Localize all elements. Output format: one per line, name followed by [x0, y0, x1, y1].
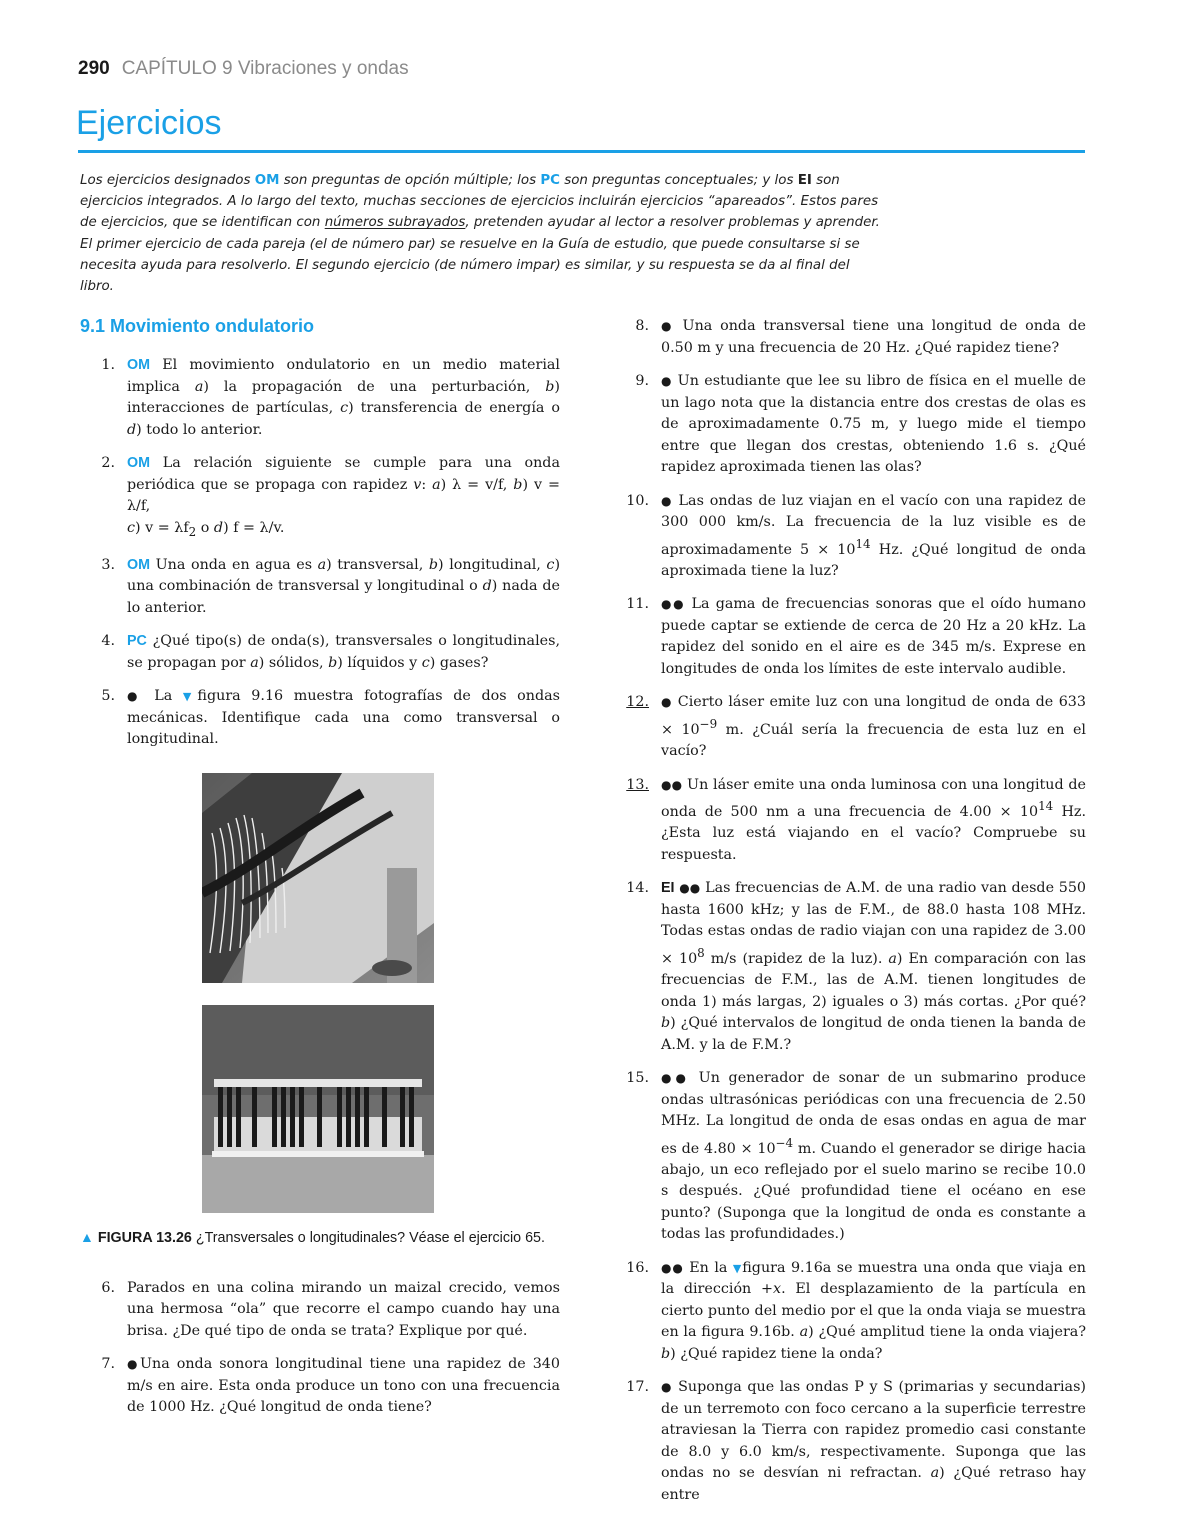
exercise-10: 10. ● Las ondas de luz viajan en el vacío con una rapidez de 300 000 km/s. La frecuencia de la luz visible es de aproximadamente $5 \times 10^{14}$ Hz. ¿Qué longitud de onda aproximada tiene la luz? — [626, 492, 1086, 579]
difficulty-dot-icon: ● — [661, 493, 673, 508]
pc-tag: PC — [540, 173, 560, 188]
photo-transverse-wave — [202, 773, 434, 983]
exercise-2: 2. OM La relación siguiente se cumple para una onda periódica que se propaga con rapidez v: a) λ = v/f, b) v = λ/f, c) $v = \lambda f_2$ o d) f = λ/v. — [101, 455, 560, 539]
intro-paragraph: Los ejercicios designados OM son preguntas de opción múltiple; los PC son preguntas conceptuales; y los EI son ejercicios integrados. A lo largo del texto, muchas secciones de ejercicios incluirán ejercicios “apareados”. Estos pares de ejercicios, que se identifican con números subrayados, pretenden ayudar al lector a resolver problemas y aprender. El primer ejercicio de cada pareja (el de número par) se resuelve en la Guía de estudio, que puede consultarse si se necesita ayuda para resolverlo. El segundo ejercicio (de número impar) es similar, y su respuesta se da al final del libro. — [80, 173, 880, 295]
figure-caption: ▲ FIGURA 13.26 ¿Transversales o longitudinales? Véase el ejercicio 65. — [80, 1228, 545, 1246]
exercise-3: 3. OM Una onda en agua es a) transversal, b) longitudinal, c) una combinación de transversal y longitudinal o d) nada de lo anterior. — [101, 556, 561, 616]
difficulty-dot-icon: ● — [661, 1380, 673, 1395]
exercise-9: 9. ● Un estudiante que lee su libro de física en el muelle de un lago nota que la distancia entre dos crestas de olas es de aproximadamente 0.75 m, y luego mide el tiempo entre que llegan dos crestas, obteniendo 1.6 s. ¿Qué rapidez aproximada tienen las olas? — [635, 373, 1086, 475]
difficulty-dot-icon: ● — [661, 695, 673, 710]
difficulty-dots-icon: ●● — [679, 881, 701, 896]
difficulty-dot-icon: ● — [127, 689, 144, 704]
exercise-7: 7. ●Una onda sonora longitudinal tiene una rapidez de 340 m/s en aire. Esta onda produce un tono con una frecuencia de 1000 Hz. ¿Qué longitud de onda tiene? — [101, 1356, 560, 1416]
ei-tag: EI — [797, 173, 812, 188]
chapter-title: CAPÍTULO 9 Vibraciones y ondas — [121, 58, 409, 79]
exercise-4: 4. PC ¿Qué tipo(s) de onda(s), transversales o longitudinales, se propagan por a) sólidos, b) líquidos y c) gases? — [101, 633, 560, 671]
page-title: Ejercicios — [76, 104, 222, 142]
difficulty-dot-icon: ● — [661, 374, 673, 388]
exercise-6: 6. Parados en una colina mirando un maizal crecido, vemos una hermosa “ola” que recorre el campo cuando hay una brisa. ¿De qué tipo de onda se trata? Explique por qué. — [101, 1279, 560, 1339]
exercise-13: 13. ●● Un láser emite una onda luminosa con una longitud de onda de 500 nm a una frecuencia de $4.00 \times 10^{14}$ Hz. ¿Esta luz está viajando en el vacío? Compruebe su respuesta. — [626, 776, 1086, 863]
triangle-down-icon: ▼ — [182, 690, 198, 704]
exercise-11: 11. ●● La gama de frecuencias sonoras que el oído humano puede captar se extiende de cerca de 20 Hz a 20 kHz. La rapidez del sonido en el aire es de 345 m/s. Exprese en longitudes de onda los límites de este intervalo audible. — [626, 596, 1086, 677]
exercise-1: 1. OM El movimiento ondulatorio en un medio material implica a) la propagación de una perturbación, b) interacciones de partículas, c) transferencia de energía o d) todo lo anterior. — [101, 357, 561, 438]
underlined-numbers: números subrayados — [324, 215, 466, 231]
difficulty-dots-icon: ●● — [661, 777, 683, 792]
difficulty-dots-icon: ●● — [661, 1260, 684, 1275]
right-column — [614, 316, 1086, 1518]
triangle-down-icon: ▼ — [732, 1261, 743, 1275]
longitudinal-wave-illustration — [202, 1005, 434, 1213]
photo-longitudinal-wave — [202, 1005, 434, 1213]
om-tag: OM — [254, 173, 280, 188]
difficulty-dots-icon: ●● — [661, 597, 686, 612]
exercise-16: 16. ●● En la ▼figura 9.16a se muestra una onda que viaja en la dirección +x. El desplazamiento de la partícula en cierto punto del medio por el que la onda viaja se muestra en la figura 9.16b. a) ¿Qué amplitud tiene la onda viajera? b) ¿Qué rapidez tiene la onda? — [626, 1259, 1086, 1362]
difficulty-dot-icon: ● — [127, 1357, 140, 1372]
figure-label: FIGURA 13.26 — [97, 1229, 192, 1246]
exercise-17: 17. ● Suponga que las ondas P y S (primarias y secundarias) de un terremoto con foco cercano a la superficie terrestre atraviesan la Tierra con rapidez promedio casi constante de 8.0 y 6.0 km/s, respectivamente. Suponga que las ondas no se desvían ni refractan. a) ¿Qué retraso hay entre — [626, 1379, 1087, 1503]
difficulty-dots-icon: ●● — [661, 1071, 691, 1086]
left-column — [80, 316, 560, 1431]
exercise-15: 15. ●● Un generador de sonar de un submarino produce ondas ultrasónicas periódicas con una frecuencia de 2.50 MHz. La longitud de onda de esas ondas en agua de mar es de $4.80 \times 10^{-4}$ m. Cuando el generador se dirige hacia abajo, un eco reflejado por el suelo marino se recibe 10.0 s después. ¿Qué profundidad tiene el océano en ese punto? (Suponga que la longitud de onda es constante a todas las profundidades.) — [626, 1070, 1086, 1243]
exercise-14: 14. EI ●● Las frecuencias de A.M. de una radio van desde 550 hasta 1600 kHz; y las de F.M., de 88.0 hasta 108 MHz. Todas estas ondas de radio viajan con una rapidez de $3.00 \times 10^8$ m/s (rapidez de la luz). a) En comparación con las frecuencias de F.M., las de A.M. tienen longitudes de onda 1) más largas, 2) iguales o 3) más cortas. ¿Por qué? b) ¿Qué intervalos de longitud de onda tienen la banda de A.M. y la de F.M.? — [626, 880, 1087, 1053]
running-head — [78, 58, 409, 80]
exercise-8: 8. ● Una onda transversal tiene una longitud de onda de 0.50 m y una frecuencia de 20 Hz. ¿Qué rapidez tiene? — [635, 318, 1086, 356]
exercise-12: 12. ● Cierto láser emite luz con una longitud de onda de $633 \times 10^{-9}$ m. ¿Cuál sería la frecuencia de esta luz en el vacío? — [626, 694, 1086, 760]
exercise-5: 5. ● La ▼figura 9.16 muestra fotografías de dos ondas mecánicas. Identifique cada una como transversal o longitudinal. — [101, 688, 560, 748]
page-number: 290 — [78, 58, 110, 79]
wave-machine-illustration — [202, 773, 434, 983]
triangle-up-icon: ▲ — [80, 1228, 94, 1245]
title-rule — [78, 150, 1085, 153]
section-title: 9.1 Movimiento ondulatorio — [80, 316, 315, 336]
difficulty-dot-icon: ● — [661, 319, 675, 333]
